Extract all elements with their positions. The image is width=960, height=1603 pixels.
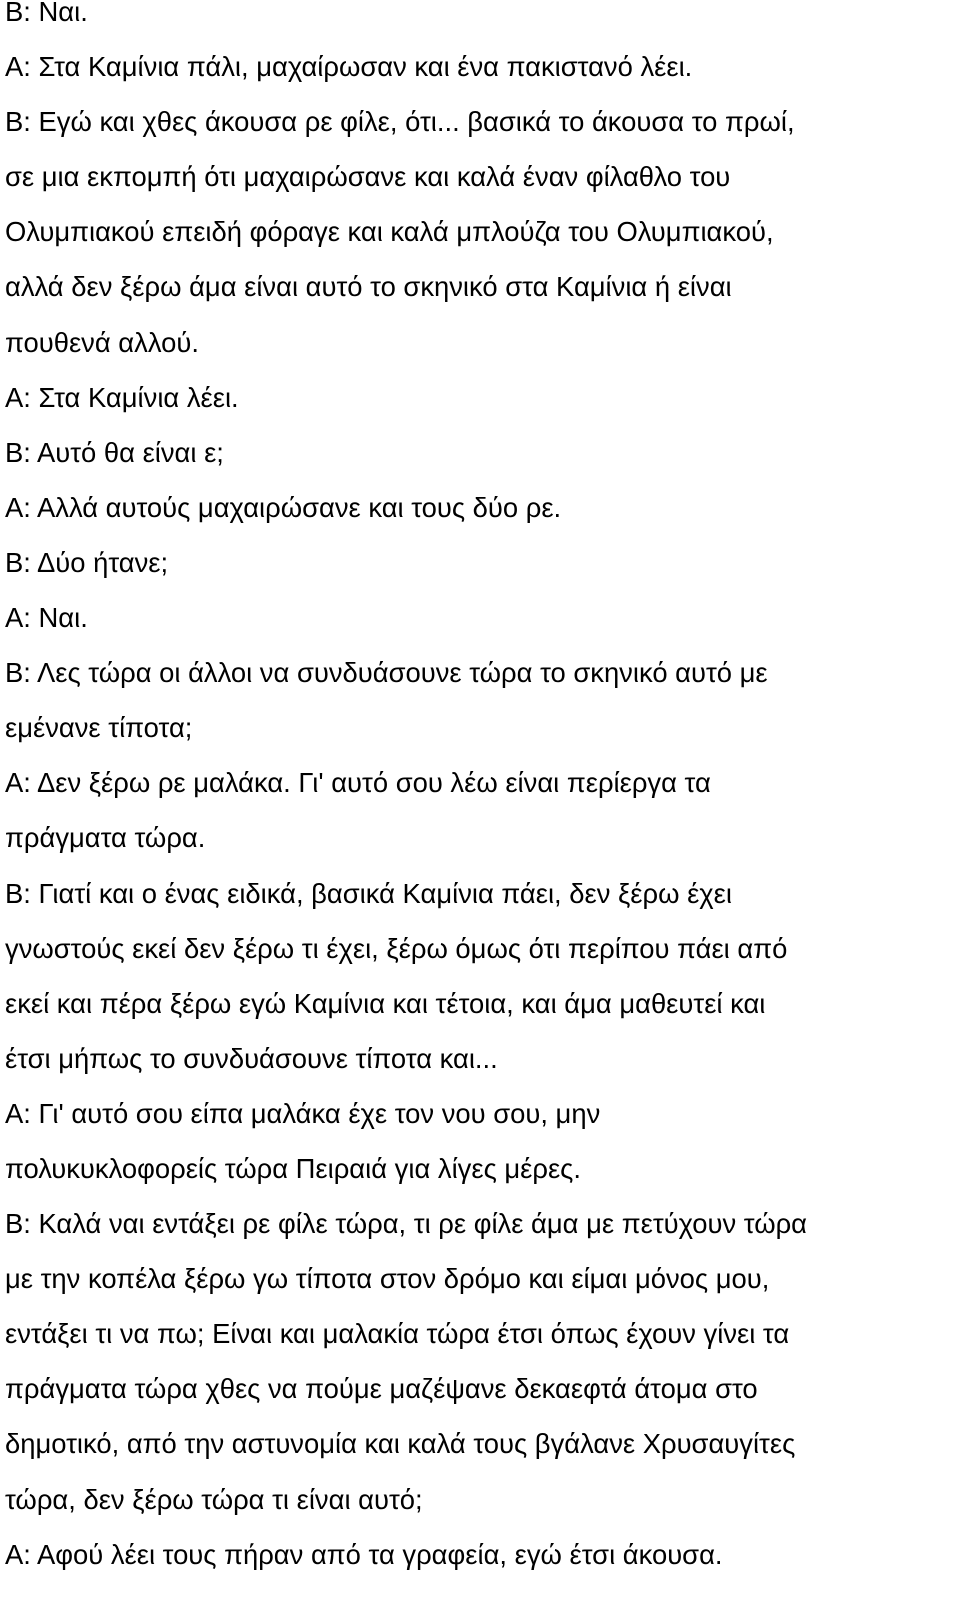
transcript-line: Β: Καλά ναι εντάξει ρε φίλε τώρα, τι ρε φίλε άμα με πετύχουν τώρα <box>5 1208 808 1240</box>
transcript-line: Α: Στα Καμίνια λέει. <box>5 381 239 413</box>
transcript-line: πουθενά αλλού. <box>5 326 199 358</box>
transcript-line: Β: Λες τώρα οι άλλοι να συνδυάσουνε τώρα το σκηνικό αυτό με <box>5 657 768 689</box>
transcript-line: Α: Στα Καμίνια πάλι, μαχαίρωσαν και ένα πακιστανό λέει. <box>5 51 693 83</box>
transcript-line: Β: Αυτό θα είναι ε; <box>5 436 224 468</box>
transcript-line: Α: Ναι. <box>5 602 88 634</box>
transcript-line: έτσι μήπως το συνδυάσουνε τίποτα και... <box>5 1042 498 1074</box>
transcript-line: Ολυμπιακού επειδή φόραγε και καλά μπλούζα του Ολυμπιακού, <box>5 216 774 248</box>
transcript-page <box>5 0 950 1582</box>
transcript-line: Α: Αλλά αυτούς μαχαιρώσανε και τους δύο ρε. <box>5 491 562 523</box>
transcript-line: Α: Γι' αυτό σου είπα μαλάκα έχε τον νου σου, μην <box>5 1097 601 1129</box>
transcript-line: Α: Δεν ξέρω ρε μαλάκα. Γι' αυτό σου λέω είναι περίεργα τα <box>5 767 711 799</box>
transcript-line: Β: Γιατί και ο ένας ειδικά, βασικά Καμίνια πάει, δεν ξέρω έχει <box>5 877 732 909</box>
transcript-line: Β: Εγώ και χθες άκουσα ρε φίλε, ότι... βασικά το άκουσα το πρωί, <box>5 106 795 138</box>
transcript-line: πολυκυκλοφορείς τώρα Πειραιά για λίγες μέρες. <box>5 1152 581 1184</box>
transcript-line: εντάξει τι να πω; Είναι και μαλακία τώρα έτσι όπως έχουν γίνει τα <box>5 1318 790 1350</box>
transcript-line: εμένανε τίποτα; <box>5 712 193 744</box>
transcript-line: πράγματα τώρα χθες να πούμε μαζέψανε δεκαεφτά άτομα στο <box>5 1373 758 1405</box>
transcript-line: γνωστούς εκεί δεν ξέρω τι έχει, ξέρω όμως ότι περίπου πάει από <box>5 932 788 964</box>
transcript-line: Β: Ναι. <box>5 0 88 27</box>
transcript-line: δημοτικό, από την αστυνομία και καλά τους βγάλανε Χρυσαυγίτες <box>5 1428 796 1460</box>
transcript-line: Β: Δύο ήτανε; <box>5 546 169 578</box>
transcript-line: τώρα, δεν ξέρω τώρα τι είναι αυτό; <box>5 1483 423 1515</box>
transcript-line: Α: Αφού λέει τους πήραν από τα γραφεία, εγώ έτσι άκουσα. <box>5 1538 723 1570</box>
transcript-line: αλλά δεν ξέρω άμα είναι αυτό το σκηνικό στα Καμίνια ή είναι <box>5 271 732 303</box>
transcript-line: με την κοπέλα ξέρω γω τίποτα στον δρόμο και είμαι μόνος μου, <box>5 1263 770 1295</box>
transcript-line: σε μια εκπομπή ότι μαχαιρώσανε και καλά έναν φίλαθλο του <box>5 161 731 193</box>
transcript-line: πράγματα τώρα. <box>5 822 206 854</box>
transcript-line: εκεί και πέρα ξέρω εγώ Καμίνια και τέτοια, και άμα μαθευτεί και <box>5 987 766 1019</box>
